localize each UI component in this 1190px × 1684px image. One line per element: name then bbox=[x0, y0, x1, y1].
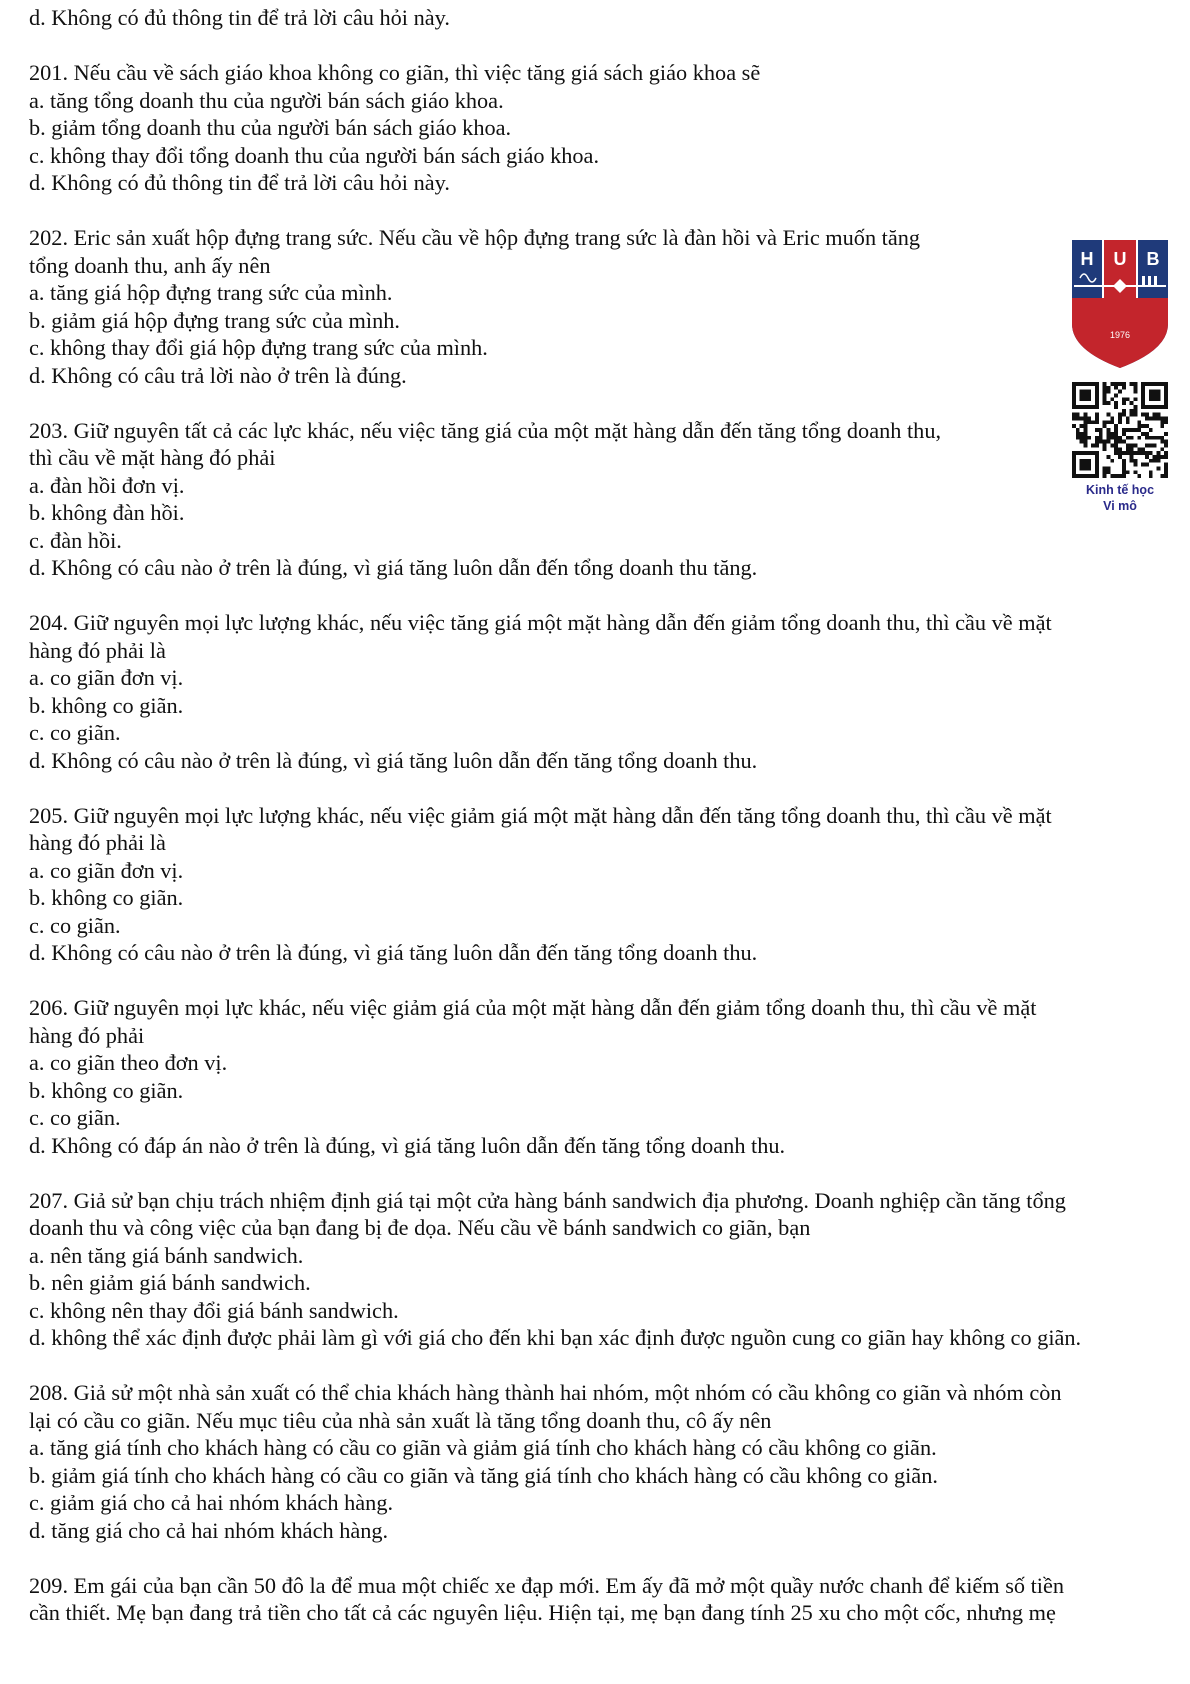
subject-caption bbox=[1060, 482, 1180, 514]
text-line: c. co giãn. bbox=[29, 912, 121, 938]
text-line: doanh thu và công việc của bạn đang bị đe dọa. Nếu cầu về bánh sandwich co giãn, bạn bbox=[29, 1215, 811, 1240]
text-line: hàng đó phải bbox=[29, 1022, 145, 1048]
text-line: b. giảm tổng doanh thu của người bán sách giáo khoa. bbox=[29, 115, 512, 140]
text-line: b. không co giãn. bbox=[29, 1077, 184, 1103]
question-block bbox=[29, 802, 1174, 967]
text-line: c. co giãn. bbox=[29, 1105, 121, 1130]
question-block bbox=[29, 1572, 1174, 1627]
text-line: 208. Giả sử một nhà sản xuất có thể chia khách hàng thành hai nhóm, một nhóm có cầu không co giãn và nhóm còn bbox=[29, 1380, 1062, 1405]
text-line: d. Không có câu nào ở trên là đúng, vì giá tăng luôn dẫn đến tăng tổng doanh thu. bbox=[29, 747, 758, 773]
text-line: b. không đàn hồi. bbox=[29, 500, 185, 525]
text-line: d. Không có đủ thông tin để trả lời câu hỏi này. bbox=[29, 170, 450, 195]
text-line: c. đàn hồi. bbox=[29, 527, 122, 553]
text-line: a. đàn hồi đơn vị. bbox=[29, 472, 185, 498]
text-line: d. Không có câu nào ở trên là đúng, vì giá tăng luôn dẫn đến tổng doanh thu tăng. bbox=[29, 555, 758, 580]
text-line: d. Không có câu trả lời nào ở trên là đúng. bbox=[29, 362, 407, 388]
text-line: tổng doanh thu, anh ấy nên bbox=[29, 252, 271, 278]
text-line: lại có cầu co giãn. Nếu mục tiêu của nhà sản xuất là tăng tổng doanh thu, cô ấy nên bbox=[29, 1407, 772, 1433]
text-line: d. Không có đủ thông tin để trả lời câu hỏi này. bbox=[29, 5, 450, 30]
text-line: a. co giãn đơn vị. bbox=[29, 665, 184, 690]
text-line: cần thiết. Mẹ bạn đang trả tiền cho tất cả các nguyên liệu. Hiện tại, mẹ bạn đang tính 25 xu cho một cốc, nhưng mẹ bbox=[29, 1600, 1056, 1625]
text-line: a. tăng giá tính cho khách hàng có cầu co giãn và giảm giá tính cho khách hàng có cầu không co giãn. bbox=[29, 1435, 937, 1460]
logo-letter-h: H bbox=[1080, 249, 1094, 269]
logo-letter-b: B bbox=[1146, 249, 1160, 269]
sidebar-branding bbox=[1060, 232, 1180, 522]
text-line: thì cầu về mặt hàng đó phải bbox=[29, 445, 276, 470]
text-line: 202. Eric sản xuất hộp đựng trang sức. Nếu cầu về hộp đựng trang sức là đàn hồi và Eric muốn tăng bbox=[29, 225, 921, 250]
hub-logo bbox=[1070, 232, 1170, 370]
text-line: c. không thay đổi giá hộp đựng trang sức của mình. bbox=[29, 335, 488, 360]
subject-caption-line1: Kinh tế học bbox=[1085, 483, 1155, 497]
text-line: c. không thay đổi tổng doanh thu của người bán sách giáo khoa. bbox=[29, 142, 600, 168]
text-line: b. giảm giá tính cho khách hàng có cầu co giãn và tăng giá tính cho khách hàng có cầu không co giãn. bbox=[29, 1462, 938, 1488]
qr-code bbox=[1072, 382, 1168, 478]
question-block bbox=[29, 224, 1174, 389]
text-line: a. tăng tổng doanh thu của người bán sách giáo khoa. bbox=[29, 87, 504, 113]
text-line: c. co giãn. bbox=[29, 720, 121, 745]
text-line: c. không nên thay đổi giá bánh sandwich. bbox=[29, 1297, 399, 1323]
text-line: hàng đó phải là bbox=[29, 830, 166, 855]
logo-letter-u: U bbox=[1113, 249, 1127, 269]
text-line: b. giảm giá hộp đựng trang sức của mình. bbox=[29, 307, 400, 333]
text-line: d. Không có câu nào ở trên là đúng, vì giá tăng luôn dẫn đến tăng tổng doanh thu. bbox=[29, 940, 758, 965]
text-line: 204. Giữ nguyên mọi lực lượng khác, nếu việc tăng giá một mặt hàng dẫn đến giảm tổng doanh thu, thì cầu về mặt bbox=[29, 610, 1052, 635]
logo-year: 1976 bbox=[1109, 330, 1131, 340]
text-line: a. co giãn đơn vị. bbox=[29, 857, 184, 883]
text-line: 207. Giả sử bạn chịu trách nhiệm định giá tại một cửa hàng bánh sandwich địa phương. Doanh nghiệp cần tăng tổng bbox=[29, 1187, 1066, 1213]
text-line: hàng đó phải là bbox=[29, 637, 166, 663]
text-line: b. không co giãn. bbox=[29, 885, 184, 910]
text-line: d. tăng giá cho cả hai nhóm khách hàng. bbox=[29, 1517, 389, 1543]
text-line: d. Không có đáp án nào ở trên là đúng, vì giá tăng luôn dẫn đến tăng tổng doanh thu. bbox=[29, 1132, 786, 1158]
text-line: 201. Nếu cầu về sách giáo khoa không co giãn, thì việc tăng giá sách giáo khoa sẽ bbox=[29, 60, 761, 85]
question-block bbox=[29, 994, 1174, 1159]
text-line: a. tăng giá hộp đựng trang sức của mình. bbox=[29, 280, 393, 305]
text-line: a. nên tăng giá bánh sandwich. bbox=[29, 1242, 304, 1268]
question-block bbox=[29, 609, 1174, 774]
text-line: 206. Giữ nguyên mọi lực khác, nếu việc giảm giá của một mặt hàng dẫn đến giảm tổng doanh thu, thì cầu về mặt bbox=[29, 995, 1037, 1020]
question-block bbox=[29, 59, 1174, 197]
question-block bbox=[29, 417, 1174, 582]
text-line: 203. Giữ nguyên tất cả các lực khác, nếu việc tăng giá của một mặt hàng dẫn đến tăng tổng doanh thu, bbox=[29, 417, 942, 443]
text-line: b. không co giãn. bbox=[29, 692, 184, 718]
question-block bbox=[29, 1187, 1174, 1352]
text-line: d. không thể xác định được phải làm gì với giá cho đến khi bạn xác định được nguồn cung co giãn hay không co giãn. bbox=[29, 1325, 1082, 1350]
text-line: c. giảm giá cho cả hai nhóm khách hàng. bbox=[29, 1490, 394, 1515]
document-body bbox=[29, 4, 1174, 1627]
text-line: b. nên giảm giá bánh sandwich. bbox=[29, 1270, 311, 1295]
text-line: 209. Em gái của bạn cần 50 đô la để mua một chiếc xe đạp mới. Em ấy đã mở một quầy nước chanh để kiếm số tiền bbox=[29, 1572, 1065, 1598]
answer-fragment bbox=[29, 4, 1174, 32]
subject-caption-line2: Vi mô bbox=[1103, 499, 1137, 513]
text-line: 205. Giữ nguyên mọi lực lượng khác, nếu việc giảm giá một mặt hàng dẫn đến tăng tổng doanh thu, thì cầu về mặt bbox=[29, 802, 1052, 828]
text-line: a. co giãn theo đơn vị. bbox=[29, 1050, 228, 1075]
question-block bbox=[29, 1379, 1174, 1544]
